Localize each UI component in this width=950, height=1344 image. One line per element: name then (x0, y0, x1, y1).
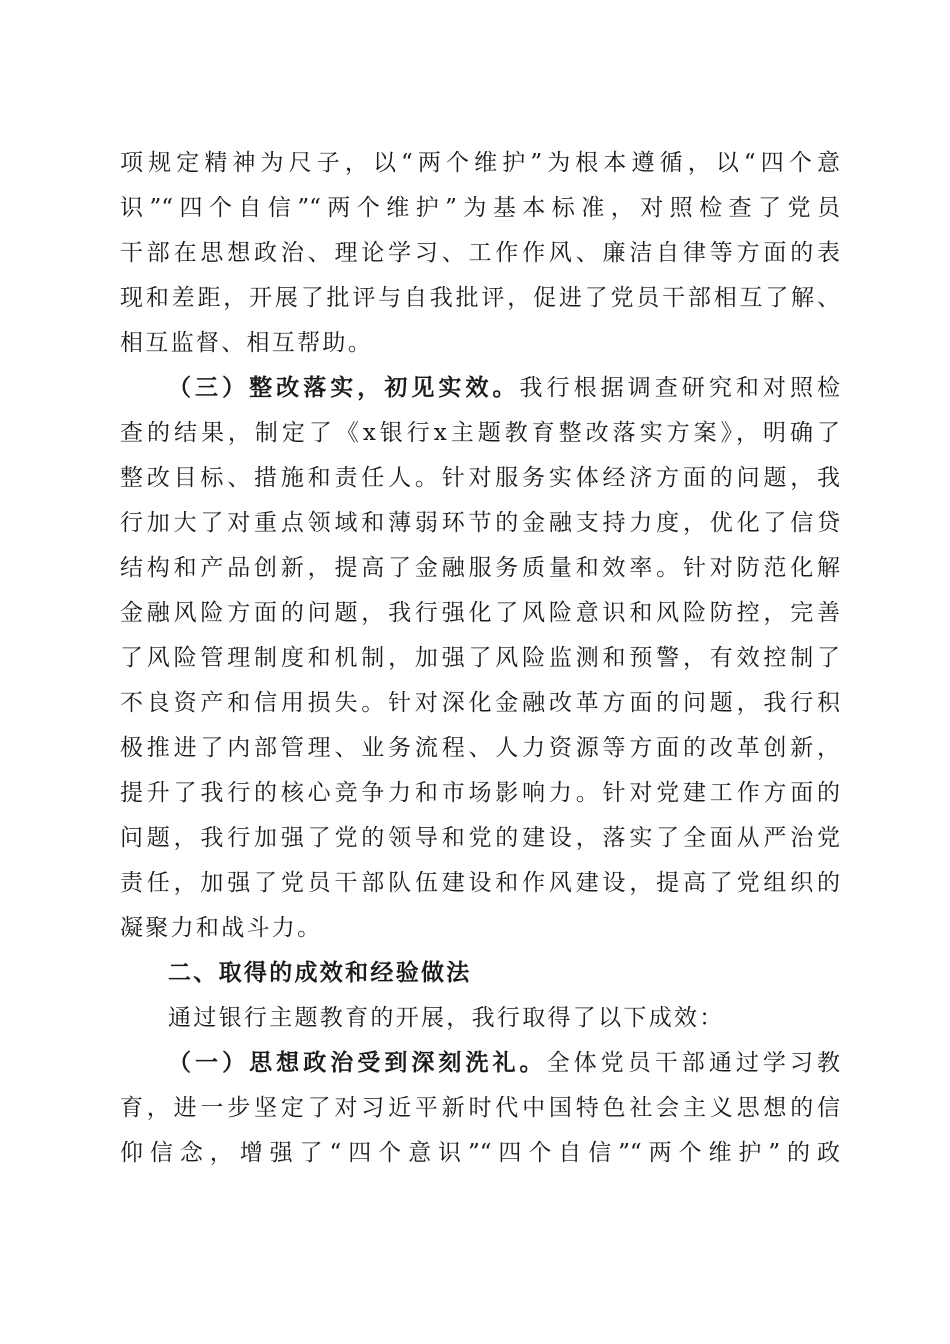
body-line-9: 行加大了对重点领域和薄弱环节的金融支持力度，优化了信贷 (120, 510, 840, 536)
body-line-16: 问题，我行加强了党的领导和党的建设，落实了全面从严治党 (120, 825, 840, 851)
paragraph-three-first-line (168, 373, 840, 403)
section-three-title: （三）整改落实，初见实效。 (168, 374, 520, 401)
body-line-24: 仰信念，增强了“四个意识”“四个自信”“两个维护”的政 (120, 1140, 840, 1166)
body-line-12: 了风险管理制度和机制，加强了风险监测和预警，有效控制了 (120, 645, 840, 671)
intro-line: 通过银行主题教育的开展，我行取得了以下成效： (168, 1005, 725, 1031)
body-line-5: 相互监督、相互帮助。 (120, 330, 373, 356)
body-line-8: 整改目标、措施和责任人。针对服务实体经济方面的问题，我 (120, 465, 840, 491)
body-line-17: 责任，加强了党员干部队伍建设和作风建设，提高了党组织的 (120, 870, 840, 896)
paragraph-one-first-line (168, 1048, 840, 1078)
section-one-lead: 全体党员干部通过学习教 (546, 1050, 841, 1076)
body-line-10: 结构和产品创新，提高了金融服务质量和效率。针对防范化解 (120, 555, 840, 581)
body-line-14: 极推进了内部管理、业务流程、人力资源等方面的改革创新， (120, 735, 840, 761)
body-line-4: 现和差距，开展了批评与自我批评，促进了党员干部相互了解、 (120, 285, 840, 311)
body-line-1: 项规定精神为尺子，以“两个维护”为根本遵循，以“四个意 (120, 150, 840, 176)
body-line-7: 查的结果，制定了《x银行x主题教育整改落实方案》，明确了 (120, 420, 840, 446)
section-three-lead: 我行根据调查研究和对照检 (519, 375, 841, 401)
body-line-13: 不良资产和信用损失。针对深化金融改革方面的问题，我行积 (120, 690, 840, 716)
body-line-23: 育，进一步坚定了对习近平新时代中国特色社会主义思想的信 (120, 1095, 840, 1121)
section-two-heading: 二、取得的成效和经验做法 (168, 960, 472, 986)
body-line-18: 凝聚力和战斗力。 (120, 915, 323, 941)
body-line-11: 金融风险方面的问题，我行强化了风险意识和风险防控，完善 (120, 600, 840, 626)
body-line-2: 识”“四个自信”“两个维护”为基本标准，对照检查了党员 (120, 195, 840, 221)
body-line-3: 干部在思想政治、理论学习、工作作风、廉洁自律等方面的表 (120, 240, 840, 266)
body-line-15: 提升了我行的核心竞争力和市场影响力。针对党建工作方面的 (120, 780, 840, 806)
section-one-title: （一）思想政治受到深刻洗礼。 (168, 1049, 547, 1076)
